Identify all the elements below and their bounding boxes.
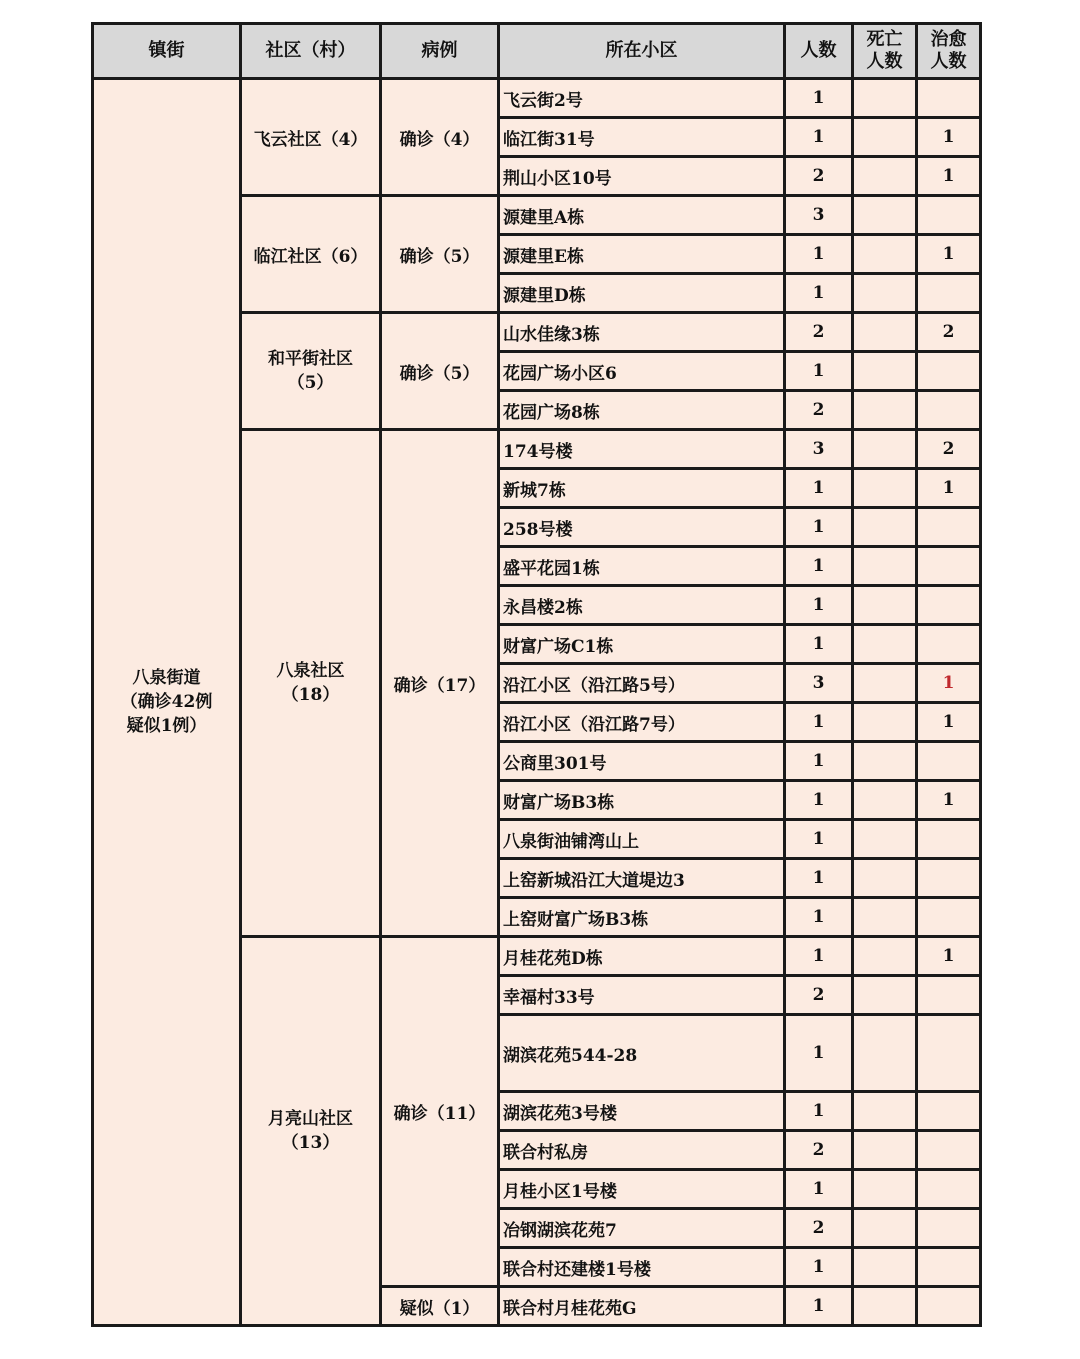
location-cell: 月桂小区1号楼 — [499, 1170, 785, 1209]
count-cell: 2 — [785, 157, 853, 196]
location-cell: 源建里D栋 — [499, 274, 785, 313]
cured-cell: 1 — [917, 937, 981, 976]
death-cell — [853, 976, 917, 1015]
death-cell — [853, 274, 917, 313]
death-cell — [853, 1287, 917, 1326]
header-community: 社区（村） — [241, 24, 381, 79]
death-cell — [853, 352, 917, 391]
town-summary-line2: 疑似1例） — [126, 716, 207, 736]
death-cell — [853, 313, 917, 352]
community-cell: 临江社区（6） — [241, 196, 381, 313]
count-cell: 1 — [785, 352, 853, 391]
table-row — [93, 79, 981, 118]
location-cell: 花园广场小区6 — [499, 352, 785, 391]
header-count: 人数 — [785, 24, 853, 79]
case-table-container — [91, 22, 982, 1327]
count-cell: 1 — [785, 703, 853, 742]
header-town: 镇街 — [93, 24, 241, 79]
cured-cell — [917, 859, 981, 898]
count-cell: 1 — [785, 79, 853, 118]
header-row — [93, 24, 981, 79]
location-cell: 沿江小区（沿江路5号） — [499, 664, 785, 703]
community-name-line2: （13） — [281, 1133, 340, 1153]
count-cell: 1 — [785, 859, 853, 898]
count-cell: 2 — [785, 313, 853, 352]
count-cell: 2 — [785, 976, 853, 1015]
cured-cell — [917, 898, 981, 937]
case-cell: 确诊（5） — [381, 313, 499, 430]
cured-cell — [917, 391, 981, 430]
death-cell — [853, 118, 917, 157]
location-cell: 冶钢湖滨花苑7 — [499, 1209, 785, 1248]
death-cell — [853, 703, 917, 742]
community-cell — [241, 937, 381, 1326]
cured-cell — [917, 1015, 981, 1092]
header-location: 所在小区 — [499, 24, 785, 79]
town-cell — [93, 79, 241, 1326]
death-cell — [853, 1092, 917, 1131]
count-cell: 1 — [785, 898, 853, 937]
death-cell — [853, 781, 917, 820]
location-cell: 源建里A栋 — [499, 196, 785, 235]
header-cured-line1: 治愈 — [930, 29, 967, 50]
death-cell — [853, 586, 917, 625]
town-summary-line1: （确诊42例 — [120, 692, 213, 712]
cured-cell — [917, 976, 981, 1015]
header-cured — [917, 24, 981, 79]
count-cell: 1 — [785, 508, 853, 547]
community-cell — [241, 430, 381, 937]
community-cell: 飞云社区（4） — [241, 79, 381, 196]
cured-cell — [917, 625, 981, 664]
count-cell: 3 — [785, 196, 853, 235]
count-cell: 1 — [785, 1170, 853, 1209]
death-cell — [853, 157, 917, 196]
count-cell: 3 — [785, 430, 853, 469]
cured-cell-highlight: 1 — [917, 664, 981, 703]
count-cell: 1 — [785, 118, 853, 157]
count-cell: 1 — [785, 937, 853, 976]
count-cell: 1 — [785, 1092, 853, 1131]
count-cell: 1 — [785, 547, 853, 586]
location-cell: 上窑新城沿江大道堤边3 — [499, 859, 785, 898]
count-cell: 1 — [785, 274, 853, 313]
cured-cell: 2 — [917, 313, 981, 352]
count-cell: 1 — [785, 586, 853, 625]
cured-cell: 1 — [917, 781, 981, 820]
location-cell: 月桂花苑D栋 — [499, 937, 785, 976]
cured-cell — [917, 547, 981, 586]
death-cell — [853, 1015, 917, 1092]
cured-cell — [917, 274, 981, 313]
location-cell: 174号楼 — [499, 430, 785, 469]
cured-cell — [917, 586, 981, 625]
location-cell: 258号楼 — [499, 508, 785, 547]
cured-cell — [917, 508, 981, 547]
death-cell — [853, 235, 917, 274]
cured-cell — [917, 1170, 981, 1209]
community-name-line2: （18） — [281, 685, 340, 705]
cured-cell — [917, 1209, 981, 1248]
cured-cell — [917, 79, 981, 118]
cured-cell — [917, 820, 981, 859]
header-death-line1: 死亡 — [866, 29, 903, 50]
count-cell: 2 — [785, 391, 853, 430]
count-cell: 1 — [785, 742, 853, 781]
location-cell: 沿江小区（沿江路7号） — [499, 703, 785, 742]
location-cell: 联合村私房 — [499, 1131, 785, 1170]
location-cell: 新城7栋 — [499, 469, 785, 508]
cured-cell — [917, 1248, 981, 1287]
cured-cell: 1 — [917, 118, 981, 157]
location-cell: 上窑财富广场B3栋 — [499, 898, 785, 937]
death-cell — [853, 1170, 917, 1209]
cured-cell: 1 — [917, 469, 981, 508]
community-name-line1: 月亮山社区 — [268, 1109, 353, 1129]
cured-cell: 1 — [917, 703, 981, 742]
case-cell: 确诊（11） — [381, 937, 499, 1287]
location-cell: 八泉街油铺湾山上 — [499, 820, 785, 859]
death-cell — [853, 820, 917, 859]
count-cell: 1 — [785, 235, 853, 274]
cured-cell — [917, 1131, 981, 1170]
death-cell — [853, 547, 917, 586]
town-name: 八泉街道 — [132, 668, 201, 688]
location-cell: 财富广场C1栋 — [499, 625, 785, 664]
location-cell: 盛平花园1栋 — [499, 547, 785, 586]
cured-cell — [917, 742, 981, 781]
location-cell: 飞云街2号 — [499, 79, 785, 118]
cured-cell — [917, 1287, 981, 1326]
count-cell: 1 — [785, 625, 853, 664]
location-cell: 山水佳缘3栋 — [499, 313, 785, 352]
death-cell — [853, 1248, 917, 1287]
location-cell: 临江街31号 — [499, 118, 785, 157]
count-cell: 1 — [785, 781, 853, 820]
location-cell: 花园广场8栋 — [499, 391, 785, 430]
death-cell — [853, 625, 917, 664]
community-name-line2: （5） — [287, 373, 334, 393]
death-cell — [853, 469, 917, 508]
community-name-line1: 八泉社区 — [276, 661, 345, 681]
death-cell — [853, 196, 917, 235]
header-case: 病例 — [381, 24, 499, 79]
location-cell: 联合村还建楼1号楼 — [499, 1248, 785, 1287]
location-cell: 永昌楼2栋 — [499, 586, 785, 625]
cured-cell — [917, 352, 981, 391]
location-cell: 源建里E栋 — [499, 235, 785, 274]
case-cell: 确诊（5） — [381, 196, 499, 313]
community-name-line1: 和平街社区 — [268, 349, 353, 369]
cured-cell: 1 — [917, 235, 981, 274]
location-cell: 荆山小区10号 — [499, 157, 785, 196]
cured-cell: 1 — [917, 157, 981, 196]
location-cell: 湖滨花苑544-28 — [499, 1015, 785, 1092]
death-cell — [853, 430, 917, 469]
death-cell — [853, 1209, 917, 1248]
count-cell: 1 — [785, 820, 853, 859]
location-cell: 财富广场B3栋 — [499, 781, 785, 820]
header-cured-line2: 人数 — [930, 51, 967, 72]
location-cell: 幸福村33号 — [499, 976, 785, 1015]
cured-cell — [917, 1092, 981, 1131]
count-cell: 2 — [785, 1131, 853, 1170]
death-cell — [853, 937, 917, 976]
case-cell-suspected: 疑似（1） — [381, 1287, 499, 1326]
header-death-line2: 人数 — [866, 51, 903, 72]
location-cell: 湖滨花苑3号楼 — [499, 1092, 785, 1131]
case-cell: 确诊（17） — [381, 430, 499, 937]
count-cell: 3 — [785, 664, 853, 703]
death-cell — [853, 1131, 917, 1170]
community-cell — [241, 313, 381, 430]
location-cell: 公商里301号 — [499, 742, 785, 781]
death-cell — [853, 664, 917, 703]
death-cell — [853, 391, 917, 430]
header-death — [853, 24, 917, 79]
location-cell: 联合村月桂花苑G — [499, 1287, 785, 1326]
count-cell: 1 — [785, 1287, 853, 1326]
count-cell: 2 — [785, 1209, 853, 1248]
count-cell: 1 — [785, 1248, 853, 1287]
case-cell: 确诊（4） — [381, 79, 499, 196]
count-cell: 1 — [785, 469, 853, 508]
death-cell — [853, 859, 917, 898]
cured-cell: 2 — [917, 430, 981, 469]
count-cell: 1 — [785, 1015, 853, 1092]
death-cell — [853, 508, 917, 547]
case-distribution-table — [91, 22, 982, 1327]
death-cell — [853, 898, 917, 937]
death-cell — [853, 79, 917, 118]
death-cell — [853, 742, 917, 781]
cured-cell — [917, 196, 981, 235]
